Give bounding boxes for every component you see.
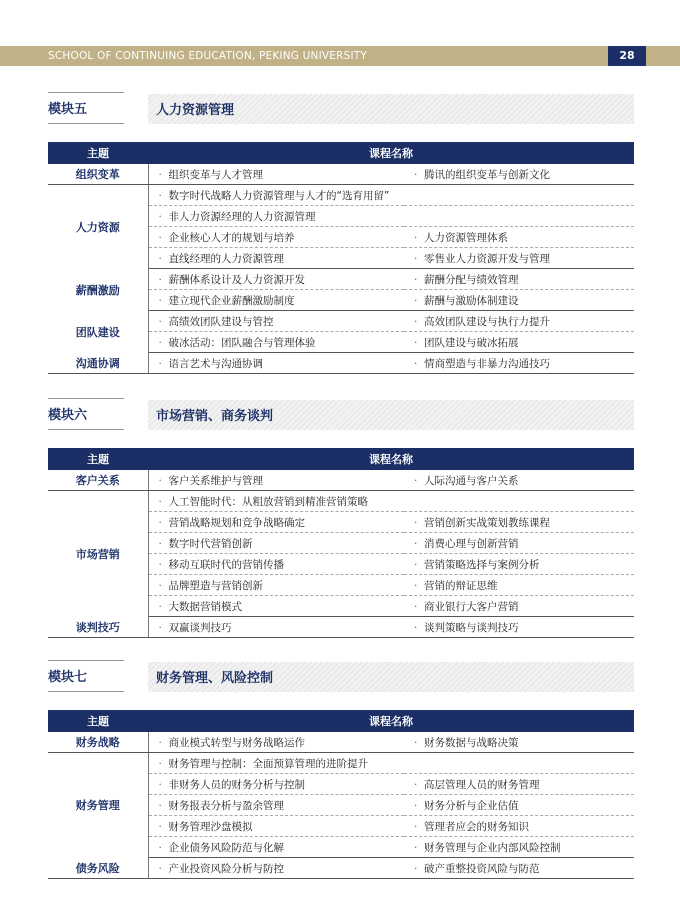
course-cell bbox=[148, 491, 634, 512]
module-rule bbox=[48, 123, 124, 124]
course-name: 财务管理与企业内部风险控制 bbox=[424, 841, 561, 854]
course-cell bbox=[404, 617, 634, 638]
course-cell bbox=[404, 470, 634, 491]
course-cell bbox=[148, 617, 404, 638]
course-table bbox=[48, 448, 634, 638]
course-cell bbox=[148, 470, 404, 491]
course-name: 高效团队建设与执行力提升 bbox=[424, 315, 550, 328]
bullet-dot: · bbox=[414, 820, 418, 833]
topic-cell: 组织变革 bbox=[48, 164, 148, 185]
course-cell bbox=[404, 311, 634, 332]
table-row bbox=[48, 470, 634, 491]
course-header: 课程名称 bbox=[148, 710, 634, 732]
topic-cell: 市场营销 bbox=[48, 491, 148, 617]
bullet-dot: · bbox=[158, 252, 162, 265]
course-cell bbox=[148, 774, 404, 795]
course-cell bbox=[404, 774, 634, 795]
module-section bbox=[48, 660, 634, 879]
bullet-dot: · bbox=[414, 231, 418, 244]
course-table bbox=[48, 710, 634, 879]
topic-cell: 沟通协调 bbox=[48, 353, 148, 374]
table-header-row bbox=[48, 710, 634, 732]
bullet-dot: · bbox=[158, 231, 162, 244]
bullet-dot: · bbox=[158, 516, 162, 529]
module-header bbox=[48, 660, 634, 696]
module-rule bbox=[48, 92, 124, 93]
bullet-dot: · bbox=[158, 621, 162, 634]
course-name: 客户关系维护与管理 bbox=[168, 474, 263, 487]
course-name: 数字时代战略人力资源管理与人才的“选育用留” bbox=[168, 189, 390, 202]
table-row bbox=[48, 164, 634, 185]
module-number: 模块五 bbox=[48, 102, 88, 117]
course-cell bbox=[404, 732, 634, 753]
topic-cell: 客户关系 bbox=[48, 470, 148, 491]
module-rule bbox=[48, 398, 124, 399]
bullet-dot: · bbox=[158, 558, 162, 571]
course-name: 财务报表分析与盈余管理 bbox=[168, 799, 284, 812]
bullet-dot: · bbox=[414, 273, 418, 286]
course-name: 破冰活动：团队融合与管理体验 bbox=[168, 336, 316, 349]
course-cell bbox=[148, 533, 404, 554]
bullet-dot: · bbox=[158, 336, 162, 349]
course-name: 产业投资风险分析与防控 bbox=[168, 862, 284, 875]
bullet-dot: · bbox=[158, 495, 162, 508]
course-name: 商业模式转型与财务战略运作 bbox=[168, 736, 305, 749]
module-rule bbox=[48, 429, 124, 430]
bullet-dot: · bbox=[414, 778, 418, 791]
table-row bbox=[48, 491, 634, 512]
bullet-dot: · bbox=[414, 799, 418, 812]
topic-cell: 人力资源 bbox=[48, 185, 148, 269]
course-name: 人际沟通与客户关系 bbox=[424, 474, 519, 487]
bullet-dot: · bbox=[158, 210, 162, 223]
course-cell bbox=[148, 575, 404, 596]
bullet-dot: · bbox=[158, 862, 162, 875]
course-name: 语言艺术与沟通协调 bbox=[168, 357, 263, 370]
course-cell bbox=[404, 227, 634, 248]
bullet-dot: · bbox=[414, 315, 418, 328]
course-cell bbox=[404, 248, 634, 269]
bullet-dot: · bbox=[414, 516, 418, 529]
bullet-dot: · bbox=[158, 474, 162, 487]
bullet-dot: · bbox=[414, 579, 418, 592]
course-name: 破产重整投资风险与防范 bbox=[424, 862, 540, 875]
topic-cell: 债务风险 bbox=[48, 858, 148, 879]
course-cell bbox=[148, 185, 634, 206]
bullet-dot: · bbox=[414, 168, 418, 181]
bullet-dot: · bbox=[158, 820, 162, 833]
course-name: 双赢谈判技巧 bbox=[168, 621, 232, 634]
bullet-dot: · bbox=[414, 537, 418, 550]
course-name: 高层管理人员的财务管理 bbox=[424, 778, 540, 791]
topic-cell: 薪酬激励 bbox=[48, 269, 148, 311]
course-cell bbox=[148, 290, 404, 311]
bullet-dot: · bbox=[158, 294, 162, 307]
course-name: 财务数据与战略决策 bbox=[424, 736, 519, 749]
course-name: 财务管理与控制：全面预算管理的进阶提升 bbox=[168, 757, 368, 770]
module-number: 模块七 bbox=[48, 670, 88, 685]
table-row bbox=[48, 753, 634, 774]
course-header: 课程名称 bbox=[148, 448, 634, 470]
topic-header: 主题 bbox=[48, 448, 148, 470]
course-name: 非财务人员的财务分析与控制 bbox=[168, 778, 305, 791]
course-name: 组织变革与人才管理 bbox=[168, 168, 263, 181]
course-cell bbox=[404, 290, 634, 311]
course-cell bbox=[148, 512, 404, 533]
module-header bbox=[48, 92, 634, 128]
course-cell bbox=[148, 554, 404, 575]
bullet-dot: · bbox=[414, 474, 418, 487]
course-name: 薪酬分配与绩效管理 bbox=[424, 273, 519, 286]
table-row bbox=[48, 732, 634, 753]
table-row bbox=[48, 353, 634, 374]
table-row bbox=[48, 269, 634, 290]
course-name: 情商塑造与非暴力沟通技巧 bbox=[424, 357, 550, 370]
bullet-dot: · bbox=[158, 537, 162, 550]
course-name: 营销创新实战策划教练课程 bbox=[424, 516, 550, 529]
topic-header: 主题 bbox=[48, 710, 148, 732]
course-name: 直线经理的人力资源管理 bbox=[168, 252, 284, 265]
course-cell bbox=[404, 533, 634, 554]
topic-cell: 财务战略 bbox=[48, 732, 148, 753]
course-cell bbox=[404, 353, 634, 374]
course-name: 大数据营销模式 bbox=[168, 600, 242, 613]
course-name: 企业核心人才的规划与培养 bbox=[168, 231, 295, 244]
table-row bbox=[48, 311, 634, 332]
course-cell bbox=[148, 753, 634, 774]
module-title: 人力资源管理 bbox=[156, 103, 235, 118]
course-name: 建立现代企业薪酬激励制度 bbox=[168, 294, 295, 307]
course-name: 腾讯的组织变革与创新文化 bbox=[424, 168, 550, 181]
course-name: 薪酬体系设计及人力资源开发 bbox=[168, 273, 305, 286]
course-cell bbox=[148, 858, 404, 879]
module-section bbox=[48, 398, 634, 638]
course-name: 团队建设与破冰拓展 bbox=[424, 336, 519, 349]
course-name: 零售业人力资源开发与管理 bbox=[424, 252, 550, 265]
topic-cell: 团队建设 bbox=[48, 311, 148, 353]
school-name: SCHOOL OF CONTINUING EDUCATION, PEKING UNIVERSITY bbox=[48, 50, 368, 62]
table-row bbox=[48, 617, 634, 638]
topic-cell: 财务管理 bbox=[48, 753, 148, 858]
module-rule bbox=[48, 691, 124, 692]
course-cell bbox=[148, 596, 404, 617]
bullet-dot: · bbox=[414, 558, 418, 571]
bullet-dot: · bbox=[158, 315, 162, 328]
course-table bbox=[48, 142, 634, 374]
course-cell bbox=[404, 554, 634, 575]
course-name: 营销的辩证思维 bbox=[424, 579, 498, 592]
course-cell bbox=[148, 248, 404, 269]
course-cell bbox=[148, 227, 404, 248]
course-cell bbox=[148, 311, 404, 332]
bullet-dot: · bbox=[414, 736, 418, 749]
course-name: 企业债务风险防范与化解 bbox=[168, 841, 284, 854]
bullet-dot: · bbox=[414, 600, 418, 613]
course-name: 移动互联时代的营销传播 bbox=[168, 558, 284, 571]
bullet-dot: · bbox=[158, 168, 162, 181]
page-number: 28 bbox=[608, 46, 646, 66]
course-cell bbox=[404, 332, 634, 353]
course-name: 商业银行大客户营销 bbox=[424, 600, 519, 613]
course-name: 谈判策略与谈判技巧 bbox=[424, 621, 519, 634]
course-cell bbox=[404, 837, 634, 858]
course-cell bbox=[148, 332, 404, 353]
course-cell bbox=[404, 164, 634, 185]
course-cell bbox=[148, 269, 404, 290]
course-cell bbox=[404, 795, 634, 816]
course-cell bbox=[148, 816, 404, 837]
module-title: 市场营销、商务谈判 bbox=[156, 409, 274, 424]
course-name: 人力资源管理体系 bbox=[424, 231, 508, 244]
table-header-row bbox=[48, 448, 634, 470]
course-cell bbox=[148, 795, 404, 816]
bullet-dot: · bbox=[158, 357, 162, 370]
bullet-dot: · bbox=[158, 736, 162, 749]
bullet-dot: · bbox=[158, 579, 162, 592]
course-name: 营销策略选择与案例分析 bbox=[424, 558, 540, 571]
bullet-dot: · bbox=[414, 862, 418, 875]
course-name: 营销战略规划和竞争战略确定 bbox=[168, 516, 305, 529]
course-name: 消费心理与创新营销 bbox=[424, 537, 519, 550]
course-cell bbox=[404, 512, 634, 533]
table-row bbox=[48, 185, 634, 206]
topic-cell: 谈判技巧 bbox=[48, 617, 148, 638]
topic-header: 主题 bbox=[48, 142, 148, 164]
module-title: 财务管理、风险控制 bbox=[156, 671, 274, 686]
course-name: 高绩效团队建设与管控 bbox=[168, 315, 274, 328]
bullet-dot: · bbox=[158, 600, 162, 613]
module-number: 模块六 bbox=[48, 408, 88, 423]
course-cell bbox=[148, 164, 404, 185]
course-cell bbox=[148, 206, 634, 227]
module-rule bbox=[48, 660, 124, 661]
bullet-dot: · bbox=[414, 294, 418, 307]
course-cell bbox=[404, 816, 634, 837]
course-name: 管理者应会的财务知识 bbox=[424, 820, 529, 833]
course-name: 品牌塑造与营销创新 bbox=[168, 579, 263, 592]
course-name: 人工智能时代：从粗放营销到精准营销策略 bbox=[168, 495, 368, 508]
bullet-dot: · bbox=[414, 841, 418, 854]
course-cell bbox=[404, 575, 634, 596]
course-cell bbox=[404, 858, 634, 879]
module-section bbox=[48, 92, 634, 374]
bullet-dot: · bbox=[414, 357, 418, 370]
course-cell bbox=[404, 596, 634, 617]
course-cell bbox=[148, 837, 404, 858]
course-header: 课程名称 bbox=[148, 142, 634, 164]
bullet-dot: · bbox=[158, 273, 162, 286]
course-name: 非人力资源经理的人力资源管理 bbox=[168, 210, 316, 223]
course-cell bbox=[148, 353, 404, 374]
bullet-dot: · bbox=[158, 757, 162, 770]
course-name: 薪酬与激励体制建设 bbox=[424, 294, 519, 307]
course-name: 财务分析与企业估值 bbox=[424, 799, 519, 812]
table-row bbox=[48, 858, 634, 879]
course-cell bbox=[404, 269, 634, 290]
bullet-dot: · bbox=[414, 621, 418, 634]
bullet-dot: · bbox=[158, 189, 162, 202]
course-name: 财务管理沙盘模拟 bbox=[168, 820, 253, 833]
bullet-dot: · bbox=[158, 799, 162, 812]
bullet-dot: · bbox=[414, 252, 418, 265]
module-header bbox=[48, 398, 634, 434]
bullet-dot: · bbox=[158, 778, 162, 791]
course-name: 数字时代营销创新 bbox=[168, 537, 253, 550]
course-cell bbox=[148, 732, 404, 753]
bullet-dot: · bbox=[414, 336, 418, 349]
table-header-row bbox=[48, 142, 634, 164]
bullet-dot: · bbox=[158, 841, 162, 854]
